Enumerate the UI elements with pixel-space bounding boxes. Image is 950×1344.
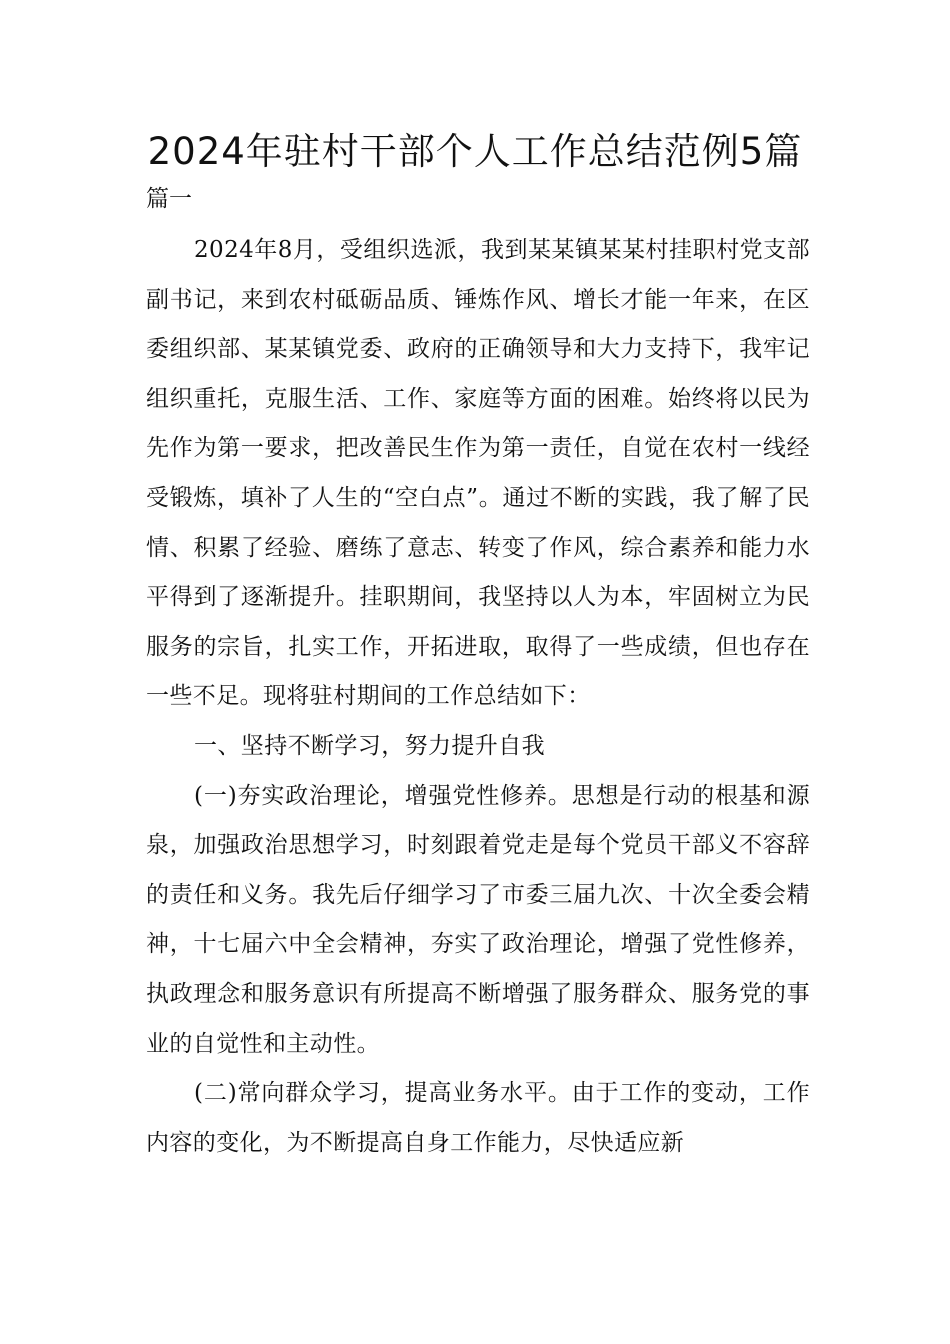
document-body (146, 226, 810, 1168)
heading-paragraph: 一、坚持不断学习，努力提升自我 (194, 732, 545, 759)
subsection-paragraph-1: (一)夯实政治理论，增强党性修养。思想是行动的根基和源泉，加强政治思想学习，时刻跟着党走是每个党员干部义不容辞的责任和义务。我先后仔细学习了市委三届九次、十次全委会精神，十七届六中全会精神，夯实了政治理论，增强了党性修养，执政理念和服务意识有所提高不断增强了服务群众、服务党的事业的自觉性和主动性。 (146, 782, 810, 1057)
section-label: 篇一 (146, 186, 192, 212)
subsection-paragraph-2: (二)常向群众学习，提高业务水平。由于工作的变动，工作内容的变化，为不断提高自身工作能力，尽快适应新 (146, 1080, 810, 1156)
intro-paragraph: 2024年8月，受组织选派，我到某某镇某某村挂职村党支部副书记，来到农村砥砺品质、锤炼作风、增长才能一年来，在区委组织部、某某镇党委、政府的正确领导和大力支持下，我牢记组织重托，克服生活、工作、家庭等方面的困难。始终将以民为先作为第一要求，把改善民生作为第一责任，自觉在农村一线经受锻炼，填补了人生的“空白点”。通过不断的实践，我了解了民情、积累了经验、磨练了意志、转变了作风，综合素养和能力水平得到了逐渐提升。挂职期间，我坚持以人为本，牢固树立为民服务的宗旨，扎实工作，开拓进取，取得了一些成绩，但也存在一些不足。现将驻村期间的工作总结如下： (146, 237, 810, 710)
document-title: 2024年驻村干部个人工作总结范例5篇 (147, 130, 803, 173)
